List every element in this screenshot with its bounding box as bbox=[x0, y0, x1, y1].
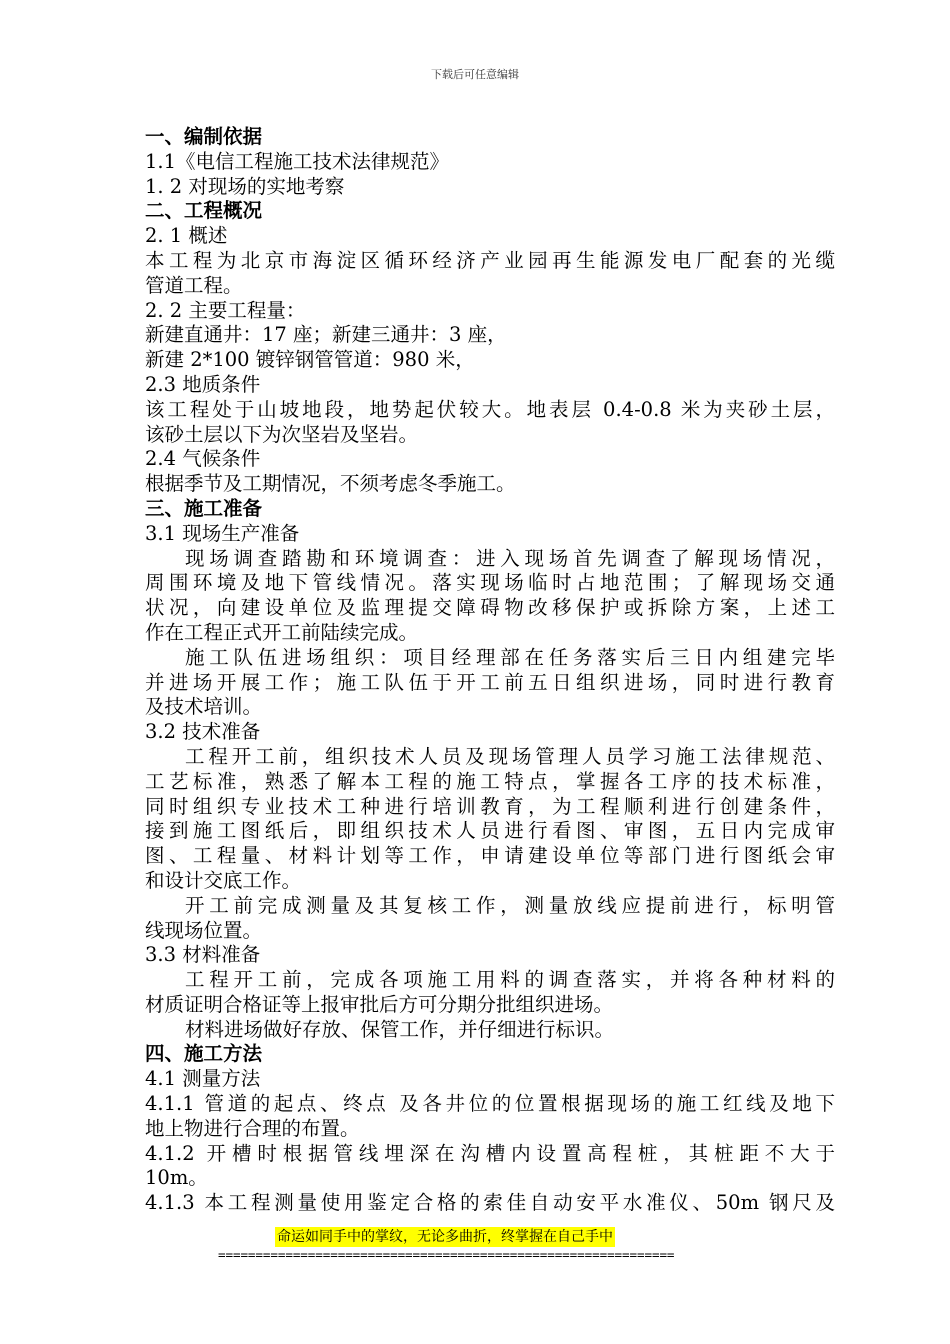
text-line: 新建直通井：17 座；新建三通井：3 座， bbox=[145, 323, 507, 347]
text-line: 现场调查踏勘和环境调查：进入现场首先调查了解现场情况， bbox=[185, 546, 835, 570]
text-line: 状况，向建设单位及监理提交障碍物改移保护或拆除方案，上述工 bbox=[145, 596, 835, 620]
text-line: 工程开工前，组织技术人员及现场管理人员学习施工法律规范、 bbox=[185, 744, 835, 768]
section-heading: 一、编制依据 bbox=[145, 125, 263, 148]
text-line: 图、工程量、材料计划等工作，申请建设单位等部门进行图纸会审 bbox=[145, 844, 835, 868]
text-line: 1. 2 对现场的实地考察 bbox=[145, 174, 345, 198]
text-line: 4.1 测量方法 bbox=[145, 1067, 261, 1091]
text-line: 周围环境及地下管线情况。落实现场临时占地范围；了解现场交通 bbox=[145, 571, 835, 595]
text-line: 和设计交底工作。 bbox=[145, 868, 302, 892]
text-line: 同时组织专业技术工种进行培训教育，为工程顺利进行创建条件， bbox=[145, 794, 835, 818]
text-line: 1.1《电信工程施工技术法律规范》 bbox=[145, 149, 450, 173]
text-line: 2.4 气候条件 bbox=[145, 447, 261, 471]
text-line: 本工程为北京市海淀区循环经济产业园再生能源发电厂配套的光缆 bbox=[145, 248, 835, 272]
text-line: 接到施工图纸后，即组织技术人员进行看图、审图，五日内完成审 bbox=[145, 819, 835, 843]
document-body bbox=[145, 125, 835, 1216]
text-line: 该工程处于山坡地段，地势起伏较大。地表层 0.4-0.8 米为夹砂土层， bbox=[145, 397, 835, 421]
text-line: 3.2 技术准备 bbox=[145, 720, 261, 744]
text-line: 地上物进行合理的布置。 bbox=[145, 1116, 360, 1140]
text-line: 并进场开展工作；施工队伍于开工前五日组织进场，同时进行教育 bbox=[145, 670, 835, 694]
text-line: 线现场位置。 bbox=[145, 918, 263, 942]
text-line: 工艺标准，熟悉了解本工程的施工特点，掌握各工序的技术标准， bbox=[145, 769, 835, 793]
text-line: 根据季节及工期情况，不须考虑冬季施工。 bbox=[145, 472, 516, 496]
text-line: 材质证明合格证等上报审批后方可分期分批组织进场。 bbox=[145, 992, 614, 1016]
text-line: 4.1.1 管道的起点、终点 及各井位的位置根据现场的施工红线及地下 bbox=[145, 1092, 835, 1116]
text-line: 4.1.3 本工程测量使用鉴定合格的索佳自动安平水准仪、50m 钢尺及 bbox=[145, 1191, 835, 1215]
text-line: 工程开工前，完成各项施工用料的调查落实，并将各种材料的 bbox=[185, 968, 835, 992]
text-line: 2. 2 主要工程量： bbox=[145, 298, 306, 322]
text-line: 施工队伍进场组织：项目经理部在任务落实后三日内组建完毕 bbox=[185, 645, 835, 669]
footer-slogan: 命运如同手中的掌纹，无论多曲折，终掌握在自己手中 bbox=[277, 1229, 613, 1245]
text-line: 2.3 地质条件 bbox=[145, 372, 261, 396]
footer-rule: ============================================================= bbox=[218, 1247, 675, 1262]
section-heading: 三、施工准备 bbox=[145, 496, 263, 520]
text-line: 及技术培训。 bbox=[145, 695, 263, 719]
text-line: 新建 2*100 镀锌钢管管道：980 米， bbox=[145, 348, 475, 372]
text-line: 该砂土层以下为次坚岩及坚岩。 bbox=[145, 422, 419, 446]
text-line: 3.3 材料准备 bbox=[145, 943, 261, 967]
header-note: 下载后可任意编辑 bbox=[431, 68, 519, 81]
text-line: 作在工程正式开工前陆续完成。 bbox=[145, 620, 419, 644]
text-line: 开工前完成测量及其复核工作，测量放线应提前进行，标明管 bbox=[185, 893, 835, 917]
text-line: 2. 1 概述 bbox=[145, 224, 228, 248]
text-line: 4.1.2 开槽时根据管线埋深在沟槽内设置高程桩，其桩距不大于 bbox=[145, 1141, 835, 1165]
section-heading: 四、施工方法 bbox=[145, 1042, 263, 1066]
text-line: 10m。 bbox=[145, 1166, 208, 1190]
text-line: 管道工程。 bbox=[145, 273, 243, 297]
text-line: 3.1 现场生产准备 bbox=[145, 521, 300, 545]
section-heading: 二、工程概况 bbox=[145, 199, 263, 223]
text-line: 材料进场做好存放、保管工作，并仔细进行标识。 bbox=[185, 1017, 615, 1041]
